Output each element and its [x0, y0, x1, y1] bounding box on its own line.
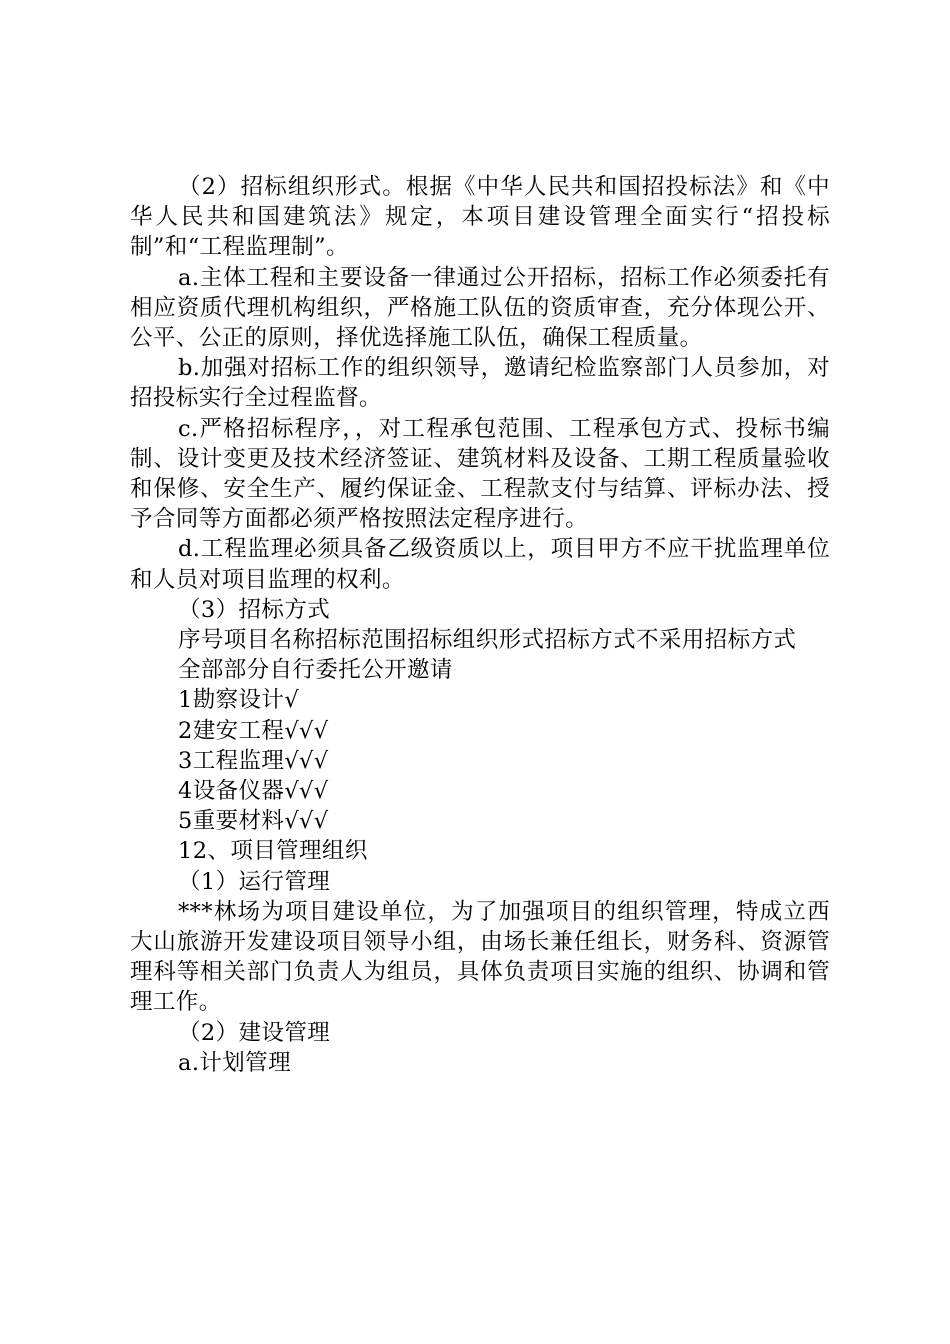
table-row: 5重要材料√√√ — [178, 808, 329, 835]
table-row: 1勘察设计√ — [178, 687, 300, 714]
document-body — [130, 172, 830, 1078]
paragraph-item-d: d.工程监理必须具备乙级资质以上，项目甲方不应干扰监理单位和人员对项目监理的权利。 — [130, 536, 830, 593]
paragraph-operation-management: ***林场为项目建设单位，为了加强项目的组织管理，特成立西大山旅游开发建设项目领导小组，由场长兼任组长，财务科、资源管理科等相关部门负责人为组员，具体负责项目实施的组织、协调和管理工作。 — [130, 898, 830, 1016]
heading-plan-management: a.计划管理 — [178, 1049, 291, 1076]
paragraph-item-c: c.严格招标程序，，对工程承包范围、工程承包方式、投标书编制、设计变更及技术经济签证、建筑材料及设备、工期工程质量验收和保修、安全生产、履约保证金、工程款支付与结算、评标办法、授予合同等方面都必须严格按照法定程序进行。 — [130, 415, 830, 533]
heading-operation-management: （1）运行管理 — [178, 868, 331, 895]
paragraph-bidding-organization: （2）招标组织形式。根据《中华人民共和国招投标法》和《中华人民共和国建筑法》规定，本项目建设管理全面实行“招投标制”和“工程监理制”。 — [130, 174, 830, 261]
heading-construction-management: （2）建设管理 — [178, 1019, 331, 1046]
table-subheader-row: 全部部分自行委托公开邀请 — [178, 657, 453, 684]
table-row: 3工程监理√√√ — [178, 747, 329, 774]
section-heading-project-management: 12、项目管理组织 — [178, 838, 368, 865]
heading-bidding-method: （3）招标方式 — [178, 596, 331, 623]
table-row: 4设备仪器√√√ — [178, 778, 329, 805]
table-row: 2建安工程√√√ — [178, 717, 329, 744]
paragraph-item-b: b.加强对招标工作的组织领导，邀请纪检监察部门人员参加，对招投标实行全过程监督。 — [130, 355, 830, 412]
table-header-row: 序号项目名称招标范围招标组织形式招标方式不采用招标方式 — [178, 627, 797, 654]
paragraph-item-a: a.主体工程和主要设备一律通过公开招标，招标工作必须委托有相应资质代理机构组织，严格施工队伍的资质审查，充分体现公开、公平、公正的原则，择优选择施工队伍，确保工程质量。 — [130, 264, 830, 352]
